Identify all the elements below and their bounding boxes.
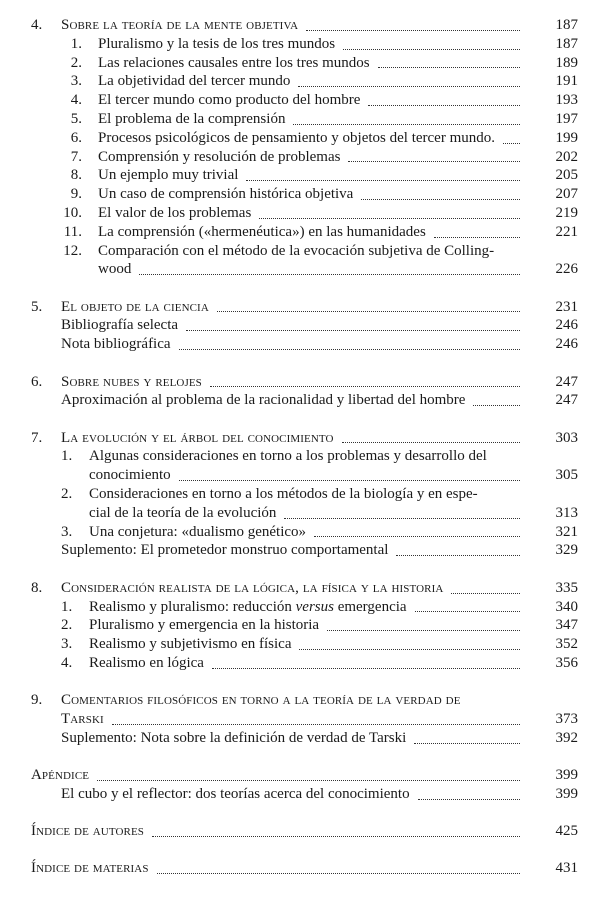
entry-number: 2. xyxy=(70,54,82,71)
page-number: 187 xyxy=(555,35,578,52)
entry-number: 4. xyxy=(61,654,73,671)
toc-section xyxy=(0,691,600,747)
entry-body xyxy=(89,447,487,466)
entry-title: La comprensión («hermenéutica») en las humanidades xyxy=(98,223,426,240)
dot-leader xyxy=(284,517,520,519)
table-of-contents xyxy=(0,16,600,897)
toc-entry[interactable] xyxy=(0,391,600,410)
entry-number: 2. xyxy=(61,486,73,503)
page-number: 340 xyxy=(555,598,578,615)
toc-section xyxy=(0,373,600,411)
entry-title: El objeto de la ciencia xyxy=(61,298,209,315)
dot-leader xyxy=(152,835,520,837)
page-number: 246 xyxy=(555,336,578,353)
entry-body xyxy=(61,541,524,560)
toc-entry[interactable] xyxy=(0,616,600,635)
toc-entry[interactable] xyxy=(0,260,600,279)
entry-title: Consideraciones en torno a los métodos de la biología y en espe- xyxy=(89,486,478,503)
page-number: 313 xyxy=(555,504,578,521)
toc-section xyxy=(0,429,600,561)
page-number: 246 xyxy=(555,317,578,334)
dot-leader xyxy=(179,479,520,481)
page-number: 399 xyxy=(555,767,578,784)
entry-title: wood xyxy=(98,261,132,278)
toc-section xyxy=(0,579,600,673)
toc-entry[interactable] xyxy=(0,148,600,167)
page-number: 329 xyxy=(555,542,578,559)
chapter-heading[interactable] xyxy=(0,579,600,598)
page-number: 219 xyxy=(555,204,578,221)
entry-body xyxy=(89,598,524,617)
entry-title: Nota bibliográfica xyxy=(61,336,171,353)
toc-entry[interactable] xyxy=(0,541,600,560)
entry-title: El problema de la comprensión xyxy=(98,110,286,127)
entry-title: Comentarios filosóficos en torno a la teoría de la verdad de xyxy=(61,692,461,709)
toc-entry[interactable] xyxy=(0,466,600,485)
entry-body xyxy=(89,523,524,542)
page-number: 226 xyxy=(555,261,578,278)
toc-entry[interactable] xyxy=(0,166,600,185)
entry-title: Consideración realista de la lógica, la física y la historia xyxy=(61,579,444,596)
chapter-number: 5. xyxy=(31,298,43,315)
chapter-number: 6. xyxy=(31,373,43,390)
dot-leader xyxy=(139,273,520,275)
dot-leader xyxy=(418,798,520,800)
entry-title: Comprensión y resolución de problemas xyxy=(98,148,341,165)
toc-section xyxy=(0,298,600,354)
toc-entry[interactable] xyxy=(0,185,600,204)
toc-entry[interactable] xyxy=(0,242,600,261)
entry-body xyxy=(98,166,524,185)
entry-number: 10. xyxy=(63,204,82,221)
entry-body xyxy=(31,766,524,785)
dot-leader xyxy=(112,723,520,725)
page-number: 352 xyxy=(555,636,578,653)
chapter-heading[interactable] xyxy=(0,429,600,448)
entry-body xyxy=(61,579,524,598)
page-number: 207 xyxy=(555,186,578,203)
page-number: 392 xyxy=(555,729,578,746)
entry-body xyxy=(98,129,524,148)
entry-number: 3. xyxy=(70,73,82,90)
entry-body xyxy=(61,429,524,448)
dot-leader xyxy=(368,104,520,106)
entry-body xyxy=(98,91,524,110)
entry-title: Realismo en lógica xyxy=(89,654,204,671)
toc-entry[interactable] xyxy=(0,635,600,654)
toc-entry[interactable] xyxy=(0,223,600,242)
entry-body xyxy=(61,729,524,748)
entry-title: Suplemento: El prometedor monstruo comportamental xyxy=(61,542,389,559)
dot-leader xyxy=(378,66,520,68)
entry-body xyxy=(98,223,524,242)
entry-number: 2. xyxy=(61,617,73,634)
page-number: 321 xyxy=(555,523,578,540)
entry-title: Bibliografía selecta xyxy=(61,317,179,334)
page-number: 187 xyxy=(555,17,578,33)
chapter-heading[interactable] xyxy=(0,298,600,317)
entry-body xyxy=(61,785,524,804)
entry-title: Aproximación al problema de la racionalidad y libertad del hombre xyxy=(61,392,466,409)
dot-leader xyxy=(157,872,520,874)
dot-leader xyxy=(343,48,520,50)
entry-body xyxy=(98,110,524,129)
entry-title: Apéndice xyxy=(31,767,90,784)
page-number: 189 xyxy=(555,54,578,71)
entry-title: Tarski xyxy=(61,711,104,727)
entry-title: Índice de autores xyxy=(31,823,144,840)
dot-leader xyxy=(348,160,520,162)
entry-number: 6. xyxy=(70,129,82,146)
chapter-heading[interactable] xyxy=(0,822,600,841)
toc-entry[interactable] xyxy=(0,72,600,91)
dot-leader xyxy=(473,404,520,406)
dot-leader xyxy=(342,441,520,443)
entry-body xyxy=(98,204,524,223)
entry-title: Pluralismo y la tesis de los tres mundos xyxy=(98,35,336,52)
page-number: 373 xyxy=(555,711,578,727)
entry-body xyxy=(98,72,524,91)
entry-title: Procesos psicológicos de pensamiento y objetos del tercer mundo. xyxy=(98,129,495,146)
entry-title: Sobre la teoría de la mente objetiva xyxy=(61,17,299,33)
toc-entry[interactable] xyxy=(0,110,600,129)
entry-body xyxy=(61,16,524,35)
dot-leader xyxy=(503,142,520,144)
entry-title: Sobre nubes y relojes xyxy=(61,373,202,390)
page-number: 431 xyxy=(555,860,578,877)
chapter-heading[interactable] xyxy=(0,373,600,392)
entry-body xyxy=(98,148,524,167)
entry-title: El valor de los problemas xyxy=(98,204,252,221)
entry-title: Un ejemplo muy trivial xyxy=(98,167,239,184)
page-number: 199 xyxy=(555,129,578,146)
dot-leader xyxy=(415,610,520,612)
toc-entry[interactable] xyxy=(0,35,600,54)
entry-body xyxy=(61,691,461,710)
chapter-heading[interactable] xyxy=(0,766,600,785)
entry-title: Una conjetura: «dualismo genético» xyxy=(89,523,307,540)
dot-leader xyxy=(293,123,520,125)
dot-leader xyxy=(299,648,520,650)
page-number: 303 xyxy=(555,429,578,446)
dot-leader xyxy=(414,742,520,744)
entry-body xyxy=(98,185,524,204)
entry-number: 12. xyxy=(63,242,82,259)
entry-number: 9. xyxy=(70,186,82,203)
toc-entry[interactable] xyxy=(0,485,600,504)
dot-leader xyxy=(327,629,520,631)
entry-title: Comparación con el método de la evocación subjetiva de Colling- xyxy=(98,242,495,259)
page-number: 205 xyxy=(555,167,578,184)
toc-section xyxy=(0,859,600,878)
chapter-number: 7. xyxy=(31,429,43,446)
dot-leader xyxy=(314,535,520,537)
entry-number: 1. xyxy=(61,448,73,465)
entry-title: Suplemento: Nota sobre la definición de verdad de Tarski xyxy=(61,729,407,746)
toc-entry[interactable] xyxy=(0,523,600,542)
dot-leader xyxy=(212,667,520,669)
entry-body xyxy=(31,822,524,841)
toc-entry[interactable] xyxy=(0,91,600,110)
page-number: 425 xyxy=(555,823,578,840)
toc-section xyxy=(0,766,600,804)
entry-body xyxy=(61,710,524,729)
entry-title: El cubo y el reflector: dos teorías acerca del conocimiento xyxy=(61,785,410,802)
dot-leader xyxy=(210,385,520,387)
entry-body xyxy=(98,54,524,73)
dot-leader xyxy=(451,592,520,594)
entry-number: 3. xyxy=(61,523,73,540)
toc-entry[interactable] xyxy=(0,204,600,223)
entry-body xyxy=(61,391,524,410)
entry-body xyxy=(98,260,524,279)
entry-body xyxy=(89,635,524,654)
chapter-number: 4. xyxy=(31,17,43,33)
toc-entry[interactable] xyxy=(0,54,600,73)
dot-leader xyxy=(259,217,520,219)
toc-entry[interactable] xyxy=(0,654,600,673)
page-number: 347 xyxy=(555,617,578,634)
entry-title: Índice de materias xyxy=(31,860,149,877)
toc-entry[interactable] xyxy=(0,129,600,148)
entry-body xyxy=(98,242,494,261)
entry-title: La objetividad del tercer mundo xyxy=(98,73,291,90)
entry-body xyxy=(61,335,524,354)
entry-title: Pluralismo y emergencia en la historia xyxy=(89,617,320,634)
dot-leader xyxy=(298,85,520,87)
entry-number: 8. xyxy=(70,167,82,184)
entry-title: Un caso de comprensión histórica objetiva xyxy=(98,186,354,203)
entry-number: 1. xyxy=(61,598,73,615)
page-number: 202 xyxy=(555,148,578,165)
dot-leader xyxy=(246,179,520,181)
entry-body xyxy=(89,654,524,673)
entry-body xyxy=(89,485,478,504)
entry-title: conocimiento xyxy=(89,467,171,484)
entry-body xyxy=(89,504,524,523)
entry-number: 4. xyxy=(70,92,82,109)
toc-section xyxy=(0,16,600,279)
dot-leader xyxy=(97,779,520,781)
page-number: 231 xyxy=(555,298,578,315)
entry-title: emergencia xyxy=(333,598,407,615)
dot-leader xyxy=(217,310,520,312)
dot-leader xyxy=(396,554,520,556)
dot-leader xyxy=(179,348,520,350)
entry-number: 5. xyxy=(70,110,82,127)
toc-entry[interactable] xyxy=(0,598,600,617)
entry-title: versus xyxy=(295,598,334,615)
entry-title: Realismo y pluralismo: reducción xyxy=(89,598,296,615)
chapter-heading[interactable] xyxy=(0,710,600,729)
entry-number: 11. xyxy=(63,223,82,240)
dot-leader xyxy=(186,329,520,331)
page-number: 221 xyxy=(555,223,578,240)
page-number: 305 xyxy=(555,467,578,484)
page-number: 193 xyxy=(555,92,578,109)
entry-body xyxy=(61,298,524,317)
entry-body xyxy=(89,466,524,485)
toc-entry[interactable] xyxy=(0,785,600,804)
toc-entry[interactable] xyxy=(0,335,600,354)
page-number: 356 xyxy=(555,654,578,671)
entry-title: Algunas consideraciones en torno a los problemas y desarrollo del xyxy=(89,448,487,465)
entry-title: Realismo y subjetivismo en física xyxy=(89,636,292,653)
chapter-number: 9. xyxy=(31,692,43,709)
dot-leader xyxy=(306,29,520,31)
entry-number: 1. xyxy=(70,35,82,52)
page-number: 247 xyxy=(555,392,578,409)
entry-body xyxy=(61,373,524,392)
chapter-number: 8. xyxy=(31,579,43,596)
entry-title: cial de la teoría de la evolución xyxy=(89,504,277,521)
toc-entry[interactable] xyxy=(0,504,600,523)
entry-number: 3. xyxy=(61,636,73,653)
chapter-heading[interactable] xyxy=(0,859,600,878)
toc-section xyxy=(0,822,600,841)
chapter-heading[interactable] xyxy=(0,16,600,35)
page-number: 197 xyxy=(555,110,578,127)
entry-body xyxy=(98,35,524,54)
page-number: 335 xyxy=(555,579,578,596)
toc-entry[interactable] xyxy=(0,729,600,748)
entry-title: Las relaciones causales entre los tres mundos xyxy=(98,54,370,71)
entry-body xyxy=(89,616,524,635)
entry-body xyxy=(61,316,524,335)
page-number: 191 xyxy=(555,73,578,90)
chapter-heading[interactable] xyxy=(0,691,600,710)
toc-entry[interactable] xyxy=(0,316,600,335)
dot-leader xyxy=(434,236,520,238)
toc-entry[interactable] xyxy=(0,447,600,466)
dot-leader xyxy=(361,198,520,200)
entry-title: La evolución y el árbol del conocimiento xyxy=(61,429,334,446)
page-number: 247 xyxy=(555,373,578,390)
page-number: 399 xyxy=(555,785,578,802)
entry-body xyxy=(31,859,524,878)
entry-title: El tercer mundo como producto del hombre xyxy=(98,92,361,109)
entry-number: 7. xyxy=(70,148,82,165)
